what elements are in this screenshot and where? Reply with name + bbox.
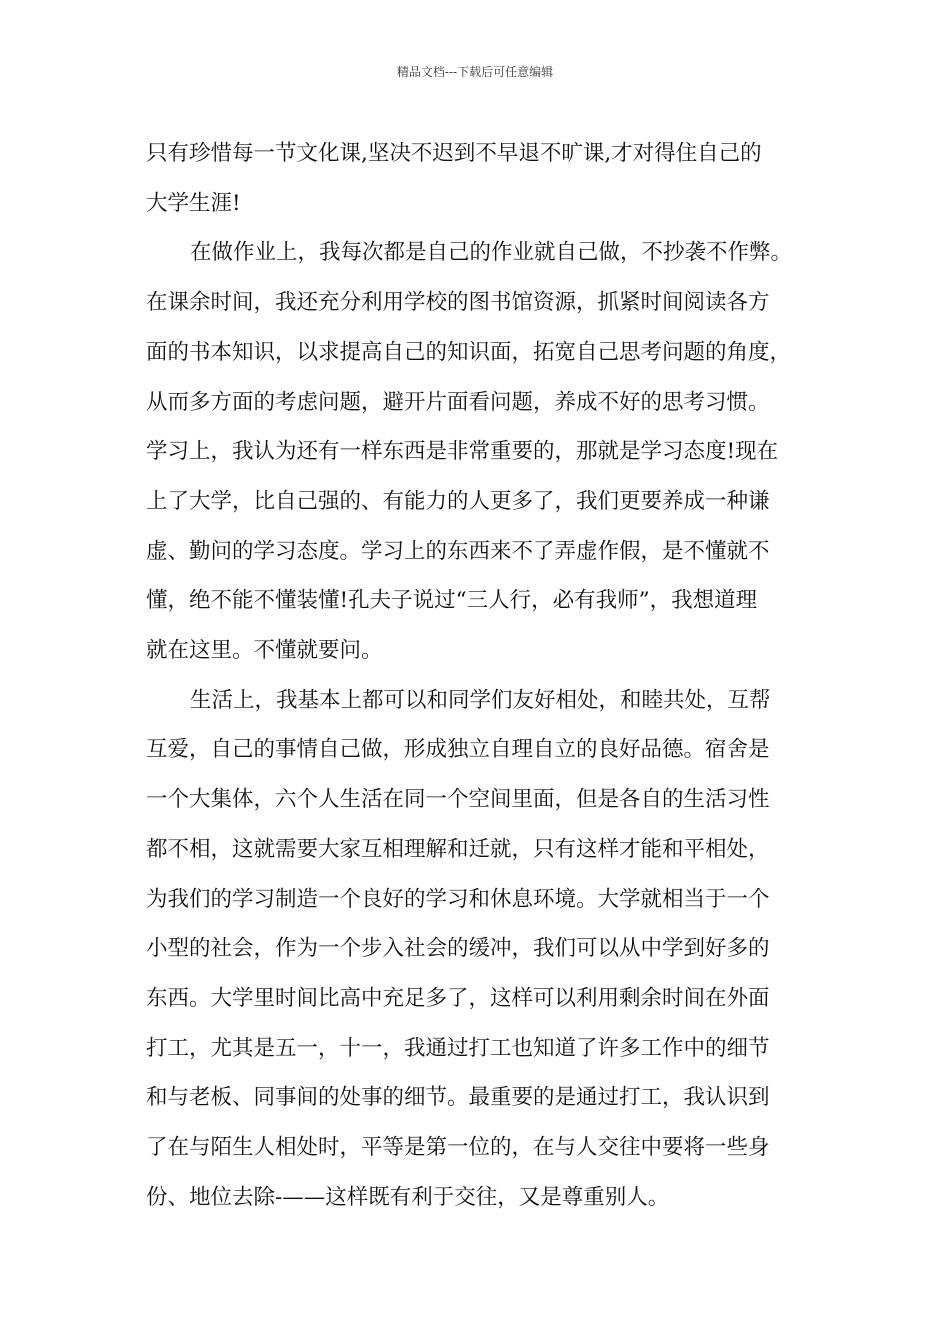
text-line: 都不相，这就需要大家互相理解和迁就，只有这样才能和平相处， bbox=[146, 836, 770, 862]
text-line: 大学生涯! bbox=[146, 190, 241, 216]
text-line: 生活上，我基本上都可以和同学们友好相处，和睦共处，互帮 bbox=[190, 687, 771, 713]
text-line: 虚、勤问的学习态度。学习上的东西来不了弄虚作假，是不懂就不 bbox=[146, 538, 770, 564]
text-line: 东西。大学里时间比高中充足多了，这样可以利用剩余时间在外面 bbox=[146, 985, 770, 1011]
text-line: 面的书本知识，以求提高自己的知识面，拓宽自己思考问题的角度， bbox=[146, 339, 792, 365]
text-line: 从而多方面的考虑问题，避开片面看问题，养成不好的思考习惯。 bbox=[146, 389, 770, 415]
text-line: 学习上，我认为还有一样东西是非常重要的，那就是学习态度!现在 bbox=[146, 439, 779, 465]
text-line: 懂，绝不能不懂装懂!孔夫子说过“三人行，必有我师”，我想道理 bbox=[146, 588, 758, 614]
page-header: 精品文档---下载后可任意编辑 bbox=[396, 65, 554, 79]
text-line: 在做作业上，我每次都是自己的作业就自己做，不抄袭不作弊。 bbox=[190, 240, 793, 266]
text-line: 和与老板、同事间的处事的细节。最重要的是通过打工，我认识到 bbox=[146, 1085, 770, 1111]
text-line: 一个大集体，六个人生活在同一个空间里面，但是各自的生活习性 bbox=[146, 787, 770, 813]
text-line: 互爱，自己的事情自己做，形成独立自理自立的良好品德。宿舍是 bbox=[146, 737, 770, 763]
text-line: 上了大学，比自己强的、有能力的人更多了，我们更要养成一种谦 bbox=[146, 488, 770, 514]
text-line: 在课余时间，我还充分利用学校的图书馆资源，抓紧时间阅读各方 bbox=[146, 290, 770, 316]
text-line: 就在这里。不懂就要问。 bbox=[146, 638, 383, 663]
text-line: 打工，尤其是五一，十一，我通过打工也知道了许多工作中的细节 bbox=[146, 1035, 770, 1061]
text-line: 为我们的学习制造一个良好的学习和休息环境。大学就相当于一个 bbox=[146, 886, 770, 912]
text-line: 小型的社会，作为一个步入社会的缓冲，我们可以从中学到好多的 bbox=[146, 936, 770, 962]
text-line: 只有珍惜每一节文化课,坚决不迟到不早退不旷课,才对得住自己的 bbox=[146, 141, 762, 166]
text-line: 份、地位去除-——这样既有利于交往，又是尊重别人。 bbox=[146, 1184, 670, 1210]
text-line: 了在与陌生人相处时，平等是第一位的，在与人交往中要将一些身 bbox=[146, 1135, 770, 1160]
